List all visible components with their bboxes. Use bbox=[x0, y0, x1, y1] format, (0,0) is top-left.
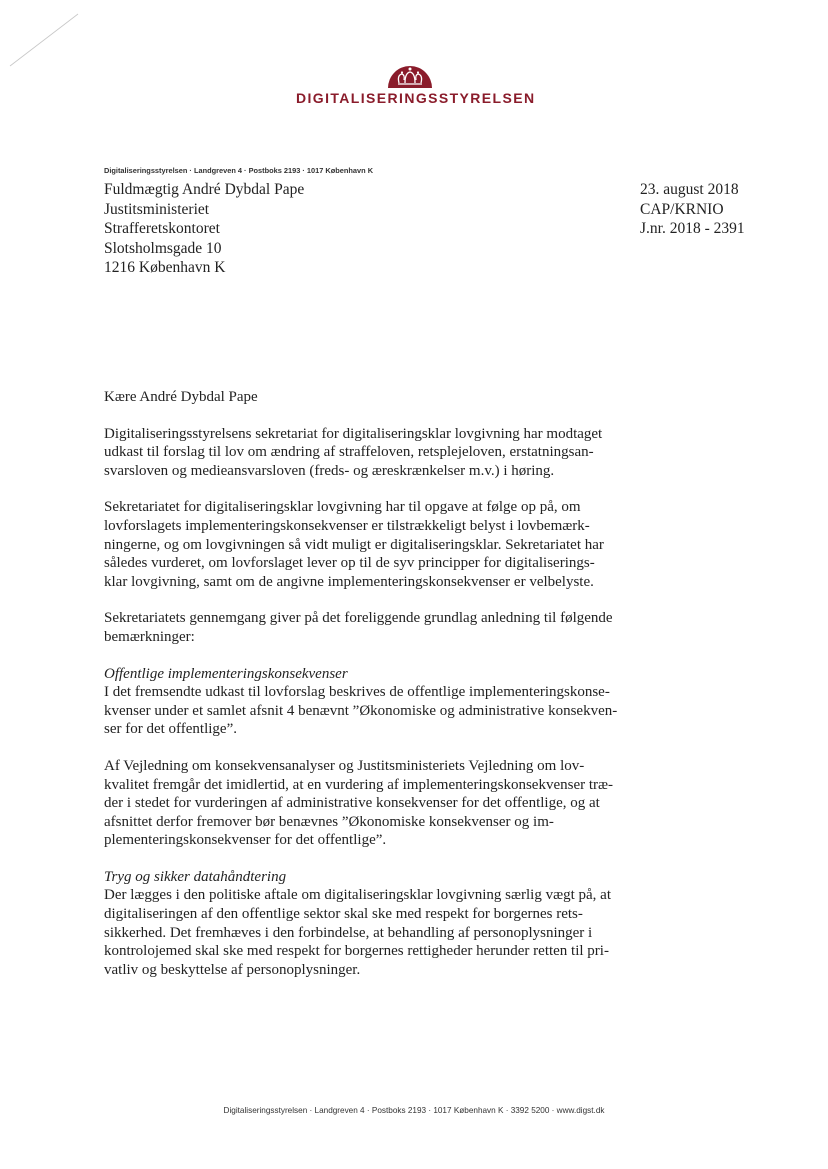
recipient-address bbox=[104, 180, 304, 278]
text-line: der i stedet for vurderingen af administrative konsekvenser for det offentlige, og at bbox=[104, 795, 600, 812]
agency-logo bbox=[296, 62, 536, 106]
text-line: svarsloven og medieansvarsloven (freds- og æreskrænkelser m.v.) i høring. bbox=[104, 462, 555, 479]
section-heading: Offentlige implementeringskonsekvenser bbox=[104, 665, 348, 682]
text-line: bemærkninger: bbox=[104, 628, 195, 645]
recipient-line: Strafferetskontoret bbox=[104, 220, 220, 237]
letter-date: 23. august 2018 bbox=[640, 181, 739, 198]
text-line: udkast til forslag til lov om ændring af straffeloven, retsplejeloven, erstatningsan- bbox=[104, 444, 594, 461]
text-line: ningerne, og om lovgivningen så vidt muligt er digitaliseringsklar. Sekretariatet har bbox=[104, 536, 604, 553]
recipient-line: Justitsministeriet bbox=[104, 200, 210, 218]
paragraph bbox=[104, 498, 624, 591]
letter-meta bbox=[640, 180, 745, 239]
text-line: digitaliseringen af den offentlige sektor skal ske med respekt for borgernes rets- bbox=[104, 906, 583, 923]
text-line: afsnittet derfor fremover bør benævnes ”Økonomiske konsekvenser og im- bbox=[104, 813, 554, 830]
text-line: Sekretariatets gennemgang giver på det foreliggende grundlag anledning til følgende bbox=[104, 610, 613, 627]
text-line: kvenser under et samlet afsnit 4 benævnt ”Økonomiske og administrative konsekven- bbox=[104, 702, 618, 719]
text-line: klar lovgivning, samt om de angivne implementeringskonsekvenser er velbelyste. bbox=[104, 573, 594, 590]
text-line: Af Vejledning om konsekvensanalyser og Justitsministeriets Vejledning om lov- bbox=[104, 757, 585, 774]
journal-number: J.nr. 2018 - 2391 bbox=[640, 220, 745, 237]
text-line: Der lægges i den politiske aftale om digitaliseringsklar lovgivning særlig vægt på, at bbox=[104, 887, 612, 904]
section-heading: Tryg og sikker datahåndtering bbox=[104, 868, 287, 885]
text-line: Digitaliseringsstyrelsens sekretariat for digitaliseringsklar lovgivning har modtaget bbox=[104, 425, 603, 442]
scan-artifact-line bbox=[8, 12, 80, 68]
text-line: således vurderet, om lovforslaget lever op til de syv principper for digitaliserings- bbox=[104, 555, 595, 572]
paragraph bbox=[104, 886, 624, 979]
text-line: sikkerhed. Det fremhæves i den forbindelse, at behandling af personoplysninger i bbox=[104, 924, 593, 941]
recipient-line: 1216 København K bbox=[104, 259, 226, 276]
text-line: plementeringskonsekvenser for det offentlige”. bbox=[104, 832, 387, 849]
sender-address-line: Digitaliseringsstyrelsen · Landgreven 4 · Postboks 2193 · 1017 København K bbox=[104, 166, 374, 175]
paragraph bbox=[104, 609, 624, 646]
text-line: ser for det offentlige”. bbox=[104, 721, 238, 738]
text-line: kontrolojemed skal ske med respekt for borgernes rettigheder herunder retten til pri- bbox=[104, 943, 609, 960]
text-line: kvalitet fremgår det imidlertid, at en vurdering af implementeringskonsekvenser træ- bbox=[104, 776, 614, 793]
text-line: vatliv og beskyttelse af personoplysninger. bbox=[104, 961, 361, 978]
recipient-line: Slotsholmsgade 10 bbox=[104, 239, 222, 257]
text-line: Sekretariatet for digitaliseringsklar lovgivning har til opgave at følge op på, om bbox=[104, 499, 581, 516]
reference-code: CAP/KRNIO bbox=[640, 200, 724, 218]
paragraph bbox=[104, 757, 624, 850]
recipient-line: Fuldmægtig André Dybdal Pape bbox=[104, 181, 305, 198]
greeting: Kære André Dybdal Pape bbox=[104, 389, 258, 405]
agency-name: DIGITALISERINGSSTYRELSEN bbox=[296, 90, 536, 106]
page-footer: Digitaliseringsstyrelsen · Landgreven 4 · Postboks 2193 · 1017 København K · 3392 5200 · www.digst.dk bbox=[223, 1106, 605, 1115]
text-line: I det fremsendte udkast til lovforslag beskrives de offentlige implementeringskonse- bbox=[104, 684, 610, 701]
crown-icon bbox=[385, 62, 435, 88]
paragraph bbox=[104, 683, 624, 739]
text-line: lovforslagets implementeringskonsekvenser er tilstrækkeligt belyst i lovbemærk- bbox=[104, 517, 590, 534]
paragraph bbox=[104, 425, 624, 481]
letter-body bbox=[104, 388, 624, 997]
